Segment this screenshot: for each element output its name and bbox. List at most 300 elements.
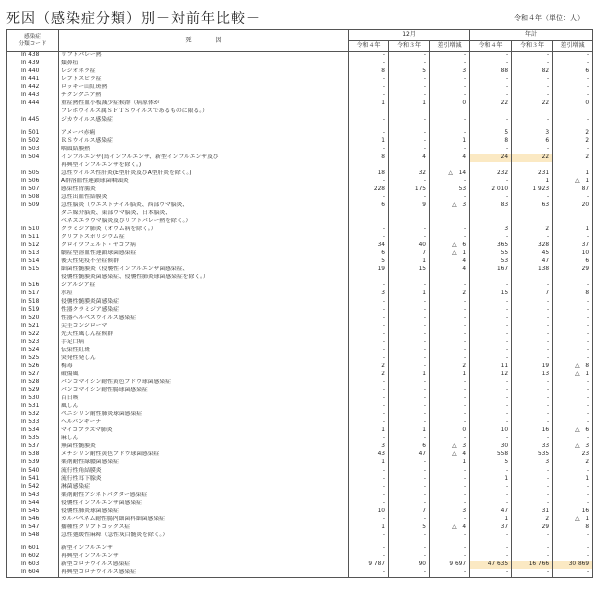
cell-value: - <box>470 331 512 339</box>
cell-code: In 540 <box>7 467 59 475</box>
cell-value: 3 <box>430 68 470 76</box>
cell-code: In 545 <box>7 508 59 516</box>
cell-value: 2 <box>553 129 593 137</box>
cell-value: - <box>470 403 512 411</box>
cell-value: 11 <box>470 363 512 371</box>
cell-code: In 445 <box>7 116 59 124</box>
cell-value: 2 <box>430 363 470 371</box>
cell-value <box>512 210 553 218</box>
cell-value: - <box>512 92 553 100</box>
cell-code: In 548 <box>7 532 59 540</box>
cell-value: - <box>349 234 389 242</box>
table-row <box>7 68 593 76</box>
cell-value: - <box>430 306 470 314</box>
cell-value: - <box>389 178 430 186</box>
cell-value <box>389 274 430 282</box>
cell-value: 1 <box>470 475 512 483</box>
cell-value <box>389 218 430 226</box>
header-sub: 差引増減 <box>430 41 470 52</box>
cell-value: 53 <box>430 186 470 194</box>
cell-value: - <box>512 545 553 553</box>
document-title: 死因（感染症分類）別－対前年比較－ <box>6 11 261 27</box>
cell-value <box>512 162 553 170</box>
cell-value: - <box>349 146 389 154</box>
cell-value: - <box>470 545 512 553</box>
table-row <box>7 379 593 387</box>
cell-cause: ダニ媒介脳炎、東部ウマ脳炎、日本脳炎、 <box>59 210 349 218</box>
cell-value: 45 <box>512 250 553 258</box>
cell-value: - <box>389 532 430 540</box>
cell-value: - <box>470 569 512 578</box>
cell-code: In 530 <box>7 395 59 403</box>
table-row <box>7 84 593 92</box>
cell-code: In 517 <box>7 290 59 298</box>
cell-cause: ペニシリン耐性肺炎球菌感染症 <box>59 411 349 419</box>
cell-value: 9 <box>389 202 430 210</box>
cell-code: In 513 <box>7 250 59 258</box>
cell-value: 1 923 <box>512 186 553 194</box>
table-row <box>7 331 593 339</box>
cell-cause: 急性弛緩性麻痺（急性灰白髄炎を除く。） <box>59 532 349 540</box>
cell-value: - <box>553 234 593 242</box>
cell-value: 2 <box>349 371 389 379</box>
cell-value: 43 <box>349 451 389 459</box>
cell-value: - <box>512 403 553 411</box>
cell-value: - <box>430 315 470 323</box>
cell-value <box>349 210 389 218</box>
table-row <box>7 553 593 561</box>
cell-code: In 506 <box>7 178 59 186</box>
cell-cause: 後天性免疫不全症候群 <box>59 258 349 266</box>
cell-value: - <box>553 411 593 419</box>
cell-value: 5 <box>470 129 512 137</box>
cell-cause: 劇症型溶血性連鎖球菌感染症 <box>59 250 349 258</box>
cell-value: - <box>430 347 470 355</box>
cell-value: - <box>430 234 470 242</box>
cell-code: In 537 <box>7 443 59 451</box>
cell-value <box>470 162 512 170</box>
cell-value: 8 <box>349 154 389 162</box>
cell-value <box>430 218 470 226</box>
cell-value: △ 1 <box>553 516 593 524</box>
cell-value: - <box>389 387 430 395</box>
cell-code: In 516 <box>7 282 59 290</box>
cell-value <box>553 108 593 116</box>
cell-cause: クラミジア肺炎（オウム病を除く。） <box>59 226 349 234</box>
cell-value: - <box>512 315 553 323</box>
table-row <box>7 545 593 553</box>
table-row <box>7 395 593 403</box>
table-row <box>7 427 593 435</box>
table-row <box>7 561 593 569</box>
cell-value: - <box>553 76 593 84</box>
cell-cause: チクングニア熱 <box>59 92 349 100</box>
cell-value: - <box>349 569 389 578</box>
cell-value: - <box>470 500 512 508</box>
cell-code: In 546 <box>7 516 59 524</box>
cell-value: 0 <box>430 100 470 108</box>
cell-code <box>7 108 59 116</box>
cell-cause: ヘルパンギーナ <box>59 419 349 427</box>
cell-value <box>512 108 553 116</box>
table-row <box>7 569 593 578</box>
cell-value: 4 <box>430 266 470 274</box>
cell-value: - <box>553 419 593 427</box>
cell-value: 328 <box>512 242 553 250</box>
cell-value: 365 <box>470 242 512 250</box>
cell-value: 10 <box>553 250 593 258</box>
cell-code: In 604 <box>7 569 59 578</box>
cell-value: - <box>430 60 470 68</box>
cell-code: In 508 <box>7 194 59 202</box>
header-sub: 令和３年 <box>512 41 553 52</box>
cell-value: 30 869 <box>553 561 593 569</box>
cell-value: 2 <box>512 516 553 524</box>
cell-cause: 再興型インフルエンザ <box>59 553 349 561</box>
cell-value: 3 <box>349 443 389 451</box>
table-row <box>7 76 593 84</box>
cell-cause: 破傷風 <box>59 371 349 379</box>
cell-value <box>349 218 389 226</box>
cell-code: In 527 <box>7 371 59 379</box>
cell-value: - <box>553 403 593 411</box>
cell-value: 7 <box>512 290 553 298</box>
cell-value: 1 <box>389 100 430 108</box>
mortality-table <box>6 29 593 578</box>
cell-value: - <box>349 379 389 387</box>
cell-code: In 533 <box>7 419 59 427</box>
cell-value <box>389 108 430 116</box>
cell-value: 8 <box>553 290 593 298</box>
cell-value: - <box>389 315 430 323</box>
cell-value: 13 <box>512 371 553 379</box>
cell-code <box>7 218 59 226</box>
cell-value: - <box>430 492 470 500</box>
cell-value: 16 <box>512 427 553 435</box>
cell-code: In 521 <box>7 323 59 331</box>
cell-cause: レジオネラ症 <box>59 68 349 76</box>
cell-value: 15 <box>389 266 430 274</box>
cell-value: 32 <box>389 170 430 178</box>
cell-value: - <box>512 194 553 202</box>
cell-code: In 440 <box>7 68 59 76</box>
cell-value: - <box>389 298 430 306</box>
cell-cause: 伝染性紅斑 <box>59 347 349 355</box>
cell-code: In 543 <box>7 492 59 500</box>
cell-value: - <box>349 553 389 561</box>
cell-value: - <box>430 516 470 524</box>
cell-value: - <box>512 492 553 500</box>
cell-value: - <box>349 483 389 491</box>
cell-cause: 手足口病 <box>59 339 349 347</box>
cell-value: - <box>553 116 593 124</box>
table-row <box>7 355 593 363</box>
cell-cause: 風しん <box>59 403 349 411</box>
cell-cause: アメーバ赤痢 <box>59 129 349 137</box>
cell-value: - <box>512 347 553 355</box>
cell-value: - <box>349 419 389 427</box>
cell-value: - <box>512 146 553 154</box>
cell-value: - <box>349 339 389 347</box>
cell-value: - <box>430 339 470 347</box>
cell-cause: クリプトスポリジウム症 <box>59 234 349 242</box>
cell-value: - <box>553 500 593 508</box>
cell-value: 10 <box>470 427 512 435</box>
cell-value: 1 <box>430 459 470 467</box>
cell-value: - <box>512 116 553 124</box>
cell-value: - <box>512 569 553 578</box>
cell-value: - <box>512 395 553 403</box>
cell-value: 53 <box>470 258 512 266</box>
cell-value: - <box>430 387 470 395</box>
cell-code: In 523 <box>7 339 59 347</box>
cell-value: 2 <box>512 226 553 234</box>
table-row <box>7 483 593 491</box>
cell-value: - <box>512 323 553 331</box>
cell-value: - <box>470 395 512 403</box>
cell-cause: 類鼻疽 <box>59 60 349 68</box>
cell-value: - <box>512 435 553 443</box>
table-row <box>7 492 593 500</box>
cell-value <box>430 210 470 218</box>
cell-value: - <box>553 483 593 491</box>
cell-value: - <box>553 532 593 540</box>
cell-value: 20 <box>553 202 593 210</box>
cell-value: - <box>349 84 389 92</box>
cell-code: In 531 <box>7 403 59 411</box>
table-row <box>7 242 593 250</box>
cell-value: - <box>389 331 430 339</box>
cell-code: In 528 <box>7 379 59 387</box>
cell-cause: 新型インフルエンザ <box>59 545 349 553</box>
cell-code: In 504 <box>7 154 59 162</box>
cell-value: - <box>512 387 553 395</box>
cell-value: - <box>512 411 553 419</box>
cell-cause: 再興型コロナウイルス感染症 <box>59 569 349 578</box>
cell-value: 3 <box>430 508 470 516</box>
cell-value: - <box>349 226 389 234</box>
cell-value: 4 <box>430 154 470 162</box>
table-row <box>7 137 593 145</box>
cell-value: - <box>430 403 470 411</box>
cell-value: - <box>470 92 512 100</box>
cell-value: 232 <box>470 170 512 178</box>
cell-value: - <box>389 116 430 124</box>
table-row <box>7 298 593 306</box>
cell-code: In 547 <box>7 524 59 532</box>
table-row <box>7 435 593 443</box>
cell-value: 1 <box>553 226 593 234</box>
cell-value: - <box>389 146 430 154</box>
cell-value: △ 3 <box>430 202 470 210</box>
cell-value: - <box>389 339 430 347</box>
header-sub: 令和４年 <box>349 41 389 52</box>
table-body <box>7 52 593 578</box>
table-row <box>7 516 593 524</box>
cell-value: - <box>349 60 389 68</box>
cell-value: - <box>389 395 430 403</box>
cell-value: 22 <box>512 100 553 108</box>
cell-value: - <box>553 387 593 395</box>
cell-code: In 507 <box>7 186 59 194</box>
cell-cause: リフトバレー熱 <box>59 52 349 61</box>
cell-cause: 新型コロナウイルス感染症 <box>59 561 349 569</box>
cell-cause: 性器ヘルペスウイルス感染症 <box>59 315 349 323</box>
cell-value: 37 <box>470 524 512 532</box>
cell-value <box>553 218 593 226</box>
cell-value: 2 <box>553 154 593 162</box>
cell-value: △ 3 <box>553 443 593 451</box>
cell-value: - <box>389 234 430 242</box>
cell-value: 9 787 <box>349 561 389 569</box>
cell-cause: ＲＳウイルス感染症 <box>59 137 349 145</box>
cell-value: - <box>389 545 430 553</box>
cell-value: - <box>349 76 389 84</box>
cell-value: - <box>470 323 512 331</box>
cell-value: - <box>430 500 470 508</box>
cell-value: - <box>389 553 430 561</box>
cell-value: - <box>470 298 512 306</box>
cell-value: 558 <box>470 451 512 459</box>
cell-value: 1 <box>512 178 553 186</box>
cell-value: 10 <box>349 508 389 516</box>
cell-value: - <box>470 339 512 347</box>
table-row <box>7 419 593 427</box>
cell-value: - <box>553 467 593 475</box>
table-row <box>7 371 593 379</box>
table-row <box>7 250 593 258</box>
cell-code: In 544 <box>7 500 59 508</box>
cell-value: - <box>553 395 593 403</box>
header-cause: 死 因 <box>59 30 349 52</box>
cell-value: - <box>430 331 470 339</box>
cell-cause: 性器クラミジア感染症 <box>59 306 349 314</box>
cell-value: - <box>389 282 430 290</box>
table-row <box>7 162 593 170</box>
cell-value: - <box>512 532 553 540</box>
cell-value: - <box>389 52 430 61</box>
cell-cause: ロッキー山紅斑熱 <box>59 84 349 92</box>
cell-value: 3 <box>349 290 389 298</box>
cell-cause: バンコマイシン耐性黄色ブドウ球菌感染症 <box>59 379 349 387</box>
cell-value: 16 766 <box>512 561 553 569</box>
cell-code: In 441 <box>7 76 59 84</box>
cell-value <box>430 162 470 170</box>
cell-cause: 先天性風しん症候群 <box>59 331 349 339</box>
table-row <box>7 347 593 355</box>
cell-code: In 514 <box>7 258 59 266</box>
cell-value: 37 <box>553 242 593 250</box>
cell-value: 16 <box>553 508 593 516</box>
cell-value: - <box>553 492 593 500</box>
table-row <box>7 146 593 154</box>
cell-value: 1 <box>430 137 470 145</box>
cell-value: - <box>430 178 470 186</box>
cell-value: - <box>470 411 512 419</box>
cell-cause: 淋菌感染症 <box>59 483 349 491</box>
cell-cause: 水痘 <box>59 290 349 298</box>
cell-value: - <box>389 363 430 371</box>
cell-value: - <box>389 483 430 491</box>
cell-code: In 535 <box>7 435 59 443</box>
table-row <box>7 315 593 323</box>
cell-value: - <box>389 137 430 145</box>
cell-value: - <box>389 467 430 475</box>
cell-value: 6 <box>349 202 389 210</box>
cell-value: - <box>389 306 430 314</box>
cell-value <box>512 218 553 226</box>
cell-value: - <box>553 339 593 347</box>
cell-value: - <box>349 387 389 395</box>
cell-value <box>349 274 389 282</box>
cell-value <box>553 162 593 170</box>
cell-value: - <box>349 194 389 202</box>
cell-value: 2 <box>349 363 389 371</box>
cell-value: - <box>512 467 553 475</box>
cell-value: - <box>389 355 430 363</box>
cell-cause: 侵襲性肺炎球菌感染症 <box>59 508 349 516</box>
cell-cause: マイコプラズマ肺炎 <box>59 427 349 435</box>
cell-value: 29 <box>553 266 593 274</box>
cell-value: - <box>430 355 470 363</box>
cell-value: - <box>512 76 553 84</box>
cell-value: - <box>389 435 430 443</box>
table-row <box>7 387 593 395</box>
cell-value: - <box>470 84 512 92</box>
table-row <box>7 266 593 274</box>
cell-value: - <box>470 194 512 202</box>
cell-value <box>389 210 430 218</box>
cell-value: 535 <box>512 451 553 459</box>
cell-value: 5 <box>389 68 430 76</box>
table-row <box>7 282 593 290</box>
table-row <box>7 274 593 282</box>
cell-value: - <box>349 411 389 419</box>
cell-value: 5 <box>349 258 389 266</box>
cell-value: 34 <box>349 242 389 250</box>
cell-value: - <box>430 411 470 419</box>
table-row <box>7 60 593 68</box>
cell-code: In 438 <box>7 52 59 61</box>
cell-value: - <box>470 315 512 323</box>
cell-value: - <box>553 553 593 561</box>
cell-value <box>430 108 470 116</box>
cell-value: △ 1 <box>430 250 470 258</box>
cell-value <box>389 162 430 170</box>
table-row <box>7 467 593 475</box>
cell-value: 30 <box>470 443 512 451</box>
cell-value: - <box>512 234 553 242</box>
cell-value: 5 <box>389 524 430 532</box>
cell-value: - <box>430 483 470 491</box>
cell-value: - <box>430 379 470 387</box>
cell-value: 175 <box>389 186 430 194</box>
cell-value: - <box>389 516 430 524</box>
cell-value: - <box>349 395 389 403</box>
cell-value: 8 <box>349 68 389 76</box>
cell-cause: インフルエンザ(鳥インフルエンザ、新型インフルエンザ及び <box>59 154 349 162</box>
cell-value: - <box>389 129 430 137</box>
cell-code: In 439 <box>7 60 59 68</box>
cell-value: - <box>349 403 389 411</box>
cell-value: 8 <box>553 524 593 532</box>
cell-value: - <box>512 419 553 427</box>
cell-cause: ベネズエラウマ脳炎及びリフトバレー熱を除く。） <box>59 218 349 226</box>
cell-value: - <box>512 553 553 561</box>
cell-cause: 尖圭コンジローマ <box>59 323 349 331</box>
cell-code: In 442 <box>7 84 59 92</box>
cell-cause: 薬剤耐性緑膿菌感染症 <box>59 459 349 467</box>
